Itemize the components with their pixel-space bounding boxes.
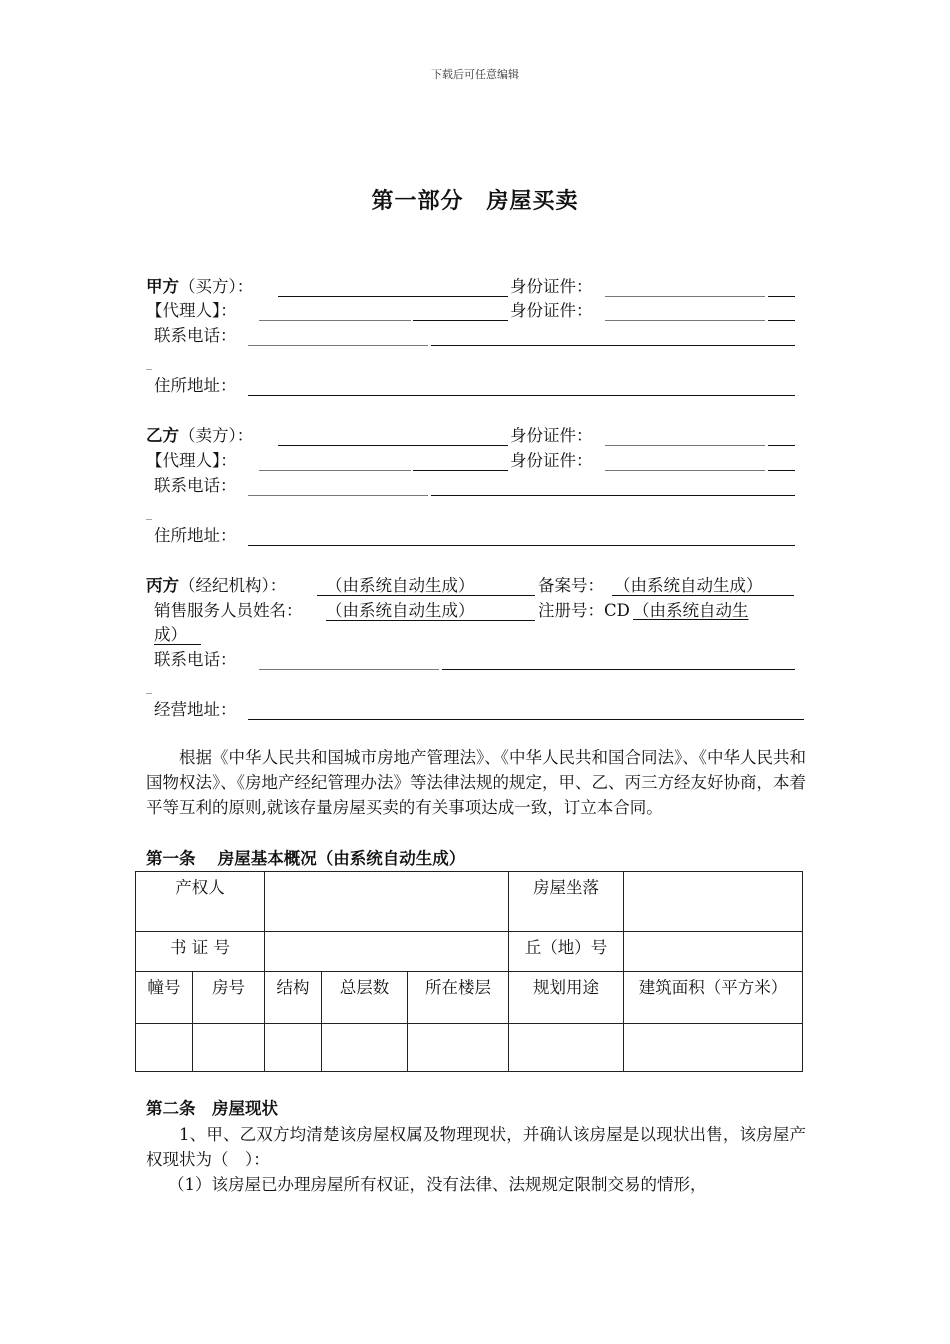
- table-row: [136, 872, 803, 932]
- party-b-name: 乙方: [146, 426, 179, 445]
- location-value-cell[interactable]: [624, 872, 803, 932]
- table-cell[interactable]: [193, 1024, 265, 1072]
- dash-mark: _: [146, 356, 152, 370]
- party-a-address-label: 住所地址：: [154, 376, 237, 395]
- dash-mark: _: [146, 680, 152, 694]
- party-b-address-field[interactable]: [248, 545, 795, 546]
- party-c-reg-value-cont: 成）: [154, 625, 187, 644]
- party-c-reg-label: 注册号：CD: [538, 601, 630, 620]
- party-c-reg-field-tail: [154, 644, 201, 645]
- party-c-name-value: （由系统自动生成）: [326, 576, 475, 595]
- table-cell[interactable]: [136, 1024, 193, 1072]
- party-b-id-label: 身份证件：: [510, 426, 593, 445]
- party-a-role: （买方）：: [179, 277, 254, 296]
- party-c-phone-label: 联系电话：: [154, 650, 237, 669]
- total-floors-header: 总层数: [322, 972, 408, 1024]
- party-c-address-label: 经营地址：: [154, 700, 237, 719]
- party-a-id-field[interactable]: [605, 296, 765, 297]
- table-cell[interactable]: [322, 1024, 408, 1072]
- certificate-label-cell: 书 证 号: [136, 932, 265, 972]
- party-a-agent-field[interactable]: [259, 320, 411, 321]
- table-cell[interactable]: [265, 1024, 322, 1072]
- article-2-paragraph-1: 1、甲、乙双方均清楚该房屋权属及物理现状，并确认该房屋是以现状出售，该房屋产权现状为（ ）：: [146, 1125, 806, 1169]
- party-a-agent-id-field-tail: [768, 320, 795, 321]
- party-b-agent-id-field-tail: [768, 470, 795, 471]
- party-a-phone-label: 联系电话：: [154, 326, 237, 345]
- party-c-role: （经纪机构）：: [179, 576, 287, 595]
- party-a-id-label: 身份证件：: [510, 277, 593, 296]
- party-a-name-field[interactable]: [278, 296, 508, 297]
- header-note: 下载后可任意编辑: [431, 68, 519, 81]
- table-row: [136, 1024, 803, 1072]
- party-b-address-label: 住所地址：: [154, 526, 237, 545]
- table-header-row: [136, 972, 803, 1024]
- table-cell[interactable]: [408, 1024, 509, 1072]
- party-c-staff-label: 销售服务人员姓名：: [154, 601, 303, 620]
- party-b-agent-id-label: 身份证件：: [510, 451, 593, 470]
- table-cell[interactable]: [624, 1024, 803, 1072]
- preamble-paragraph: 根据《中华人民共和国城市房地产管理法》、《中华人民共和国合同法》、《中华人民共和国物权法》、《房地产经纪管理办法》等法律法规的规定，甲、乙、丙三方经友好协商，本着平等互利的原则,就该存量房屋买卖的有关事项达成一致，订立本合同。: [146, 748, 806, 817]
- party-c-address-field[interactable]: [248, 719, 804, 720]
- structure-header: 结构: [265, 972, 322, 1024]
- party-b-phone-field[interactable]: [248, 495, 428, 496]
- party-c-record-field[interactable]: [612, 595, 794, 596]
- building-no-header: 幢号: [136, 972, 193, 1024]
- dash-mark: _: [146, 506, 152, 520]
- party-a-name: 甲方: [146, 277, 179, 296]
- party-a-phone-field[interactable]: [248, 345, 428, 346]
- party-c-phone-field-tail: [442, 669, 795, 670]
- party-a-agent-label: 【代理人】：: [146, 301, 237, 320]
- party-b-agent-field[interactable]: [259, 470, 411, 471]
- area-header: 建筑面积（平方米）: [624, 972, 803, 1024]
- usage-header: 规划用途: [509, 972, 624, 1024]
- party-c-phone-field[interactable]: [259, 669, 439, 670]
- party-c-name-field[interactable]: [317, 595, 535, 596]
- lot-label-cell: 丘（地）号: [509, 932, 624, 972]
- party-a-phone-field-tail: [431, 345, 795, 346]
- party-b-phone-field-tail: [431, 495, 795, 496]
- floor-header: 所在楼层: [408, 972, 509, 1024]
- article-1-heading: 第一条 房屋基本概况（由系统自动生成）: [146, 849, 466, 868]
- party-b-name-field[interactable]: [278, 445, 508, 446]
- lot-value-cell[interactable]: [624, 932, 803, 972]
- article-2-heading: 第二条 房屋现状: [146, 1099, 278, 1118]
- table-row: [136, 932, 803, 972]
- article-2-paragraph-2: （1）该房屋已办理房屋所有权证，没有法律、法规规定限制交易的情形，: [168, 1175, 707, 1194]
- party-b-label: [146, 424, 253, 448]
- party-a-agent-field-tail: [413, 320, 508, 321]
- party-a-agent-id-label: 身份证件：: [510, 301, 593, 320]
- party-a-address-field[interactable]: [248, 395, 795, 396]
- party-b-agent-id-field[interactable]: [605, 470, 765, 471]
- party-b-phone-label: 联系电话：: [154, 476, 237, 495]
- party-c-label: [146, 574, 286, 598]
- owner-value-cell[interactable]: [265, 872, 509, 932]
- location-label-cell: 房屋坐落: [509, 872, 624, 932]
- party-c-record-value: （由系统自动生成）: [614, 576, 763, 595]
- property-info-table: [135, 871, 803, 1072]
- party-c-record-label: 备案号：: [538, 576, 604, 595]
- party-b-id-field[interactable]: [605, 445, 765, 446]
- document-title: 第一部分 房屋买卖: [371, 188, 579, 214]
- party-b-agent-field-tail: [413, 470, 508, 471]
- party-a-id-field-tail: [768, 296, 795, 297]
- party-c-staff-field[interactable]: [326, 620, 535, 621]
- party-a-agent-id-field[interactable]: [605, 320, 765, 321]
- party-b-agent-label: 【代理人】：: [146, 451, 237, 470]
- party-a-label: [146, 275, 253, 299]
- party-c-reg-value: （由系统自动生: [633, 601, 749, 620]
- party-c-name: 丙方: [146, 576, 179, 595]
- owner-label-cell: 产权人: [136, 872, 265, 932]
- party-c-staff-value: （由系统自动生成）: [326, 601, 475, 620]
- table-cell[interactable]: [509, 1024, 624, 1072]
- party-b-id-field-tail: [768, 445, 795, 446]
- room-no-header: 房号: [193, 972, 265, 1024]
- certificate-value-cell[interactable]: [265, 932, 509, 972]
- party-b-role: （卖方）：: [179, 426, 254, 445]
